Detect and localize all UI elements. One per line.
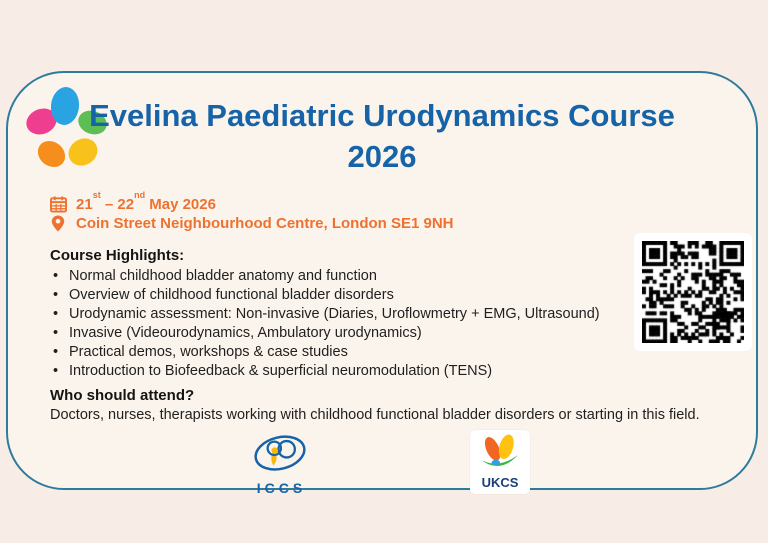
event-location-text: Coin Street Neighbourhood Centre, London SE1 9NH	[76, 214, 454, 232]
page-title	[8, 95, 756, 177]
course-highlights-heading: Course Highlights:	[50, 247, 185, 264]
iccs-emblem-icon	[251, 461, 309, 478]
audience-section	[50, 387, 750, 425]
event-date-text: 21st – 22nd May 2026	[76, 190, 216, 213]
course-highlights-list	[50, 267, 630, 381]
audience-heading: Who should attend?	[50, 387, 195, 404]
audience-description: Doctors, nurses, therapists working with childhood functional bladder disorders or starting in this field.	[50, 407, 700, 423]
page-title-line2: 2026	[347, 139, 417, 174]
event-location-row	[50, 214, 454, 232]
page-title-line1: Evelina Paediatric Urodynamics Course	[89, 98, 675, 133]
course-highlights-section	[50, 247, 630, 381]
highlight-item: • Invasive (Videourodynamics, Ambulatory urodynamics)	[50, 324, 630, 343]
highlight-item: • Normal childhood bladder anatomy and function	[50, 267, 630, 286]
map-pin-icon	[50, 214, 67, 232]
qr-code	[642, 241, 744, 343]
highlight-item: • Urodynamic assessment: Non-invasive (Diaries, Uroflowmetry + EMG, Ultrasound)	[50, 305, 630, 324]
calendar-icon	[50, 195, 67, 213]
ukcs-logo	[470, 430, 530, 494]
iccs-label: ICCS	[256, 480, 307, 496]
flyer-card	[6, 71, 758, 496]
highlight-item: • Overview of childhood functional bladder disorders	[50, 286, 630, 305]
highlight-item: • Introduction to Biofeedback & superficial neuromodulation (TENS)	[50, 362, 630, 381]
event-date-row	[50, 190, 216, 213]
qr-code-panel	[634, 233, 752, 351]
ukcs-label: UKCS	[481, 475, 519, 490]
highlight-item: • Practical demos, workshops & case studies	[50, 343, 630, 362]
iccs-logo	[248, 434, 312, 496]
ukcs-flower-icon	[479, 434, 521, 475]
